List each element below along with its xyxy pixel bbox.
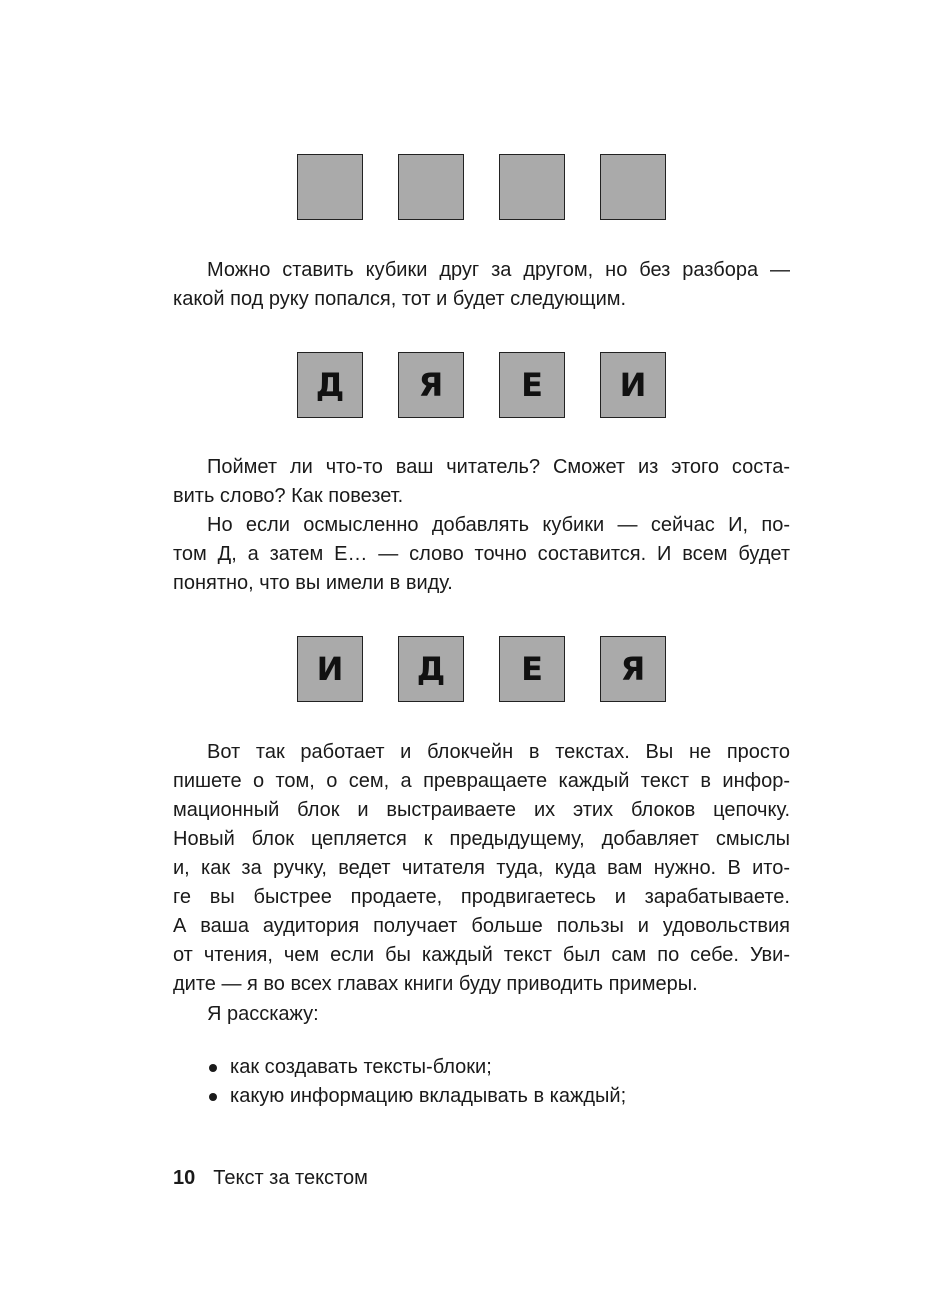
paragraph-3: [173, 511, 790, 598]
cube: [297, 154, 363, 220]
cube: [600, 154, 666, 220]
text-line: А ваша аудитория получает больше пользы и удовольствия: [173, 915, 790, 937]
text-line: от чтения, чем если бы каждый текст был сам по себе. Уви-: [173, 944, 790, 966]
cube: [398, 154, 464, 220]
bullet-icon: [209, 1064, 217, 1072]
text-line: Но если осмысленно добавлять кубики — сейчас И, по-: [207, 514, 790, 536]
list-item: [173, 1082, 790, 1111]
text-line: Можно ставить кубики друг за другом, но без разбора —: [207, 259, 790, 281]
cube: Е: [499, 636, 565, 702]
text-line: пишете о том, о сем, а превращаете каждый текст в инфор-: [173, 770, 790, 792]
cube: Я: [600, 636, 666, 702]
text-line: мационный блок и выстраиваете их этих блоков цепочку.: [173, 799, 790, 821]
bullet-list: [173, 1053, 790, 1111]
page-number: 10: [173, 1167, 196, 1189]
text-line: Новый блок цепляется к предыдущему, добавляет смыслы: [173, 828, 790, 850]
cube: Д: [297, 352, 363, 418]
text-line: Вот так работает и блокчейн в текстах. Вы не просто: [207, 741, 790, 763]
cube: Я: [398, 352, 464, 418]
text-line: ге вы быстрее продаете, продвигаетесь и зарабатываете.: [173, 886, 790, 908]
paragraph-4: [173, 738, 790, 999]
cube: [499, 154, 565, 220]
cube: Д: [398, 636, 464, 702]
text-line: какой под руку попался, тот и будет следующим.: [173, 288, 627, 310]
book-title: Текст за текстом: [213, 1167, 368, 1189]
text-line: Поймет ли что-то ваш читатель? Сможет из этого соста-: [207, 456, 790, 478]
cube: Е: [499, 352, 565, 418]
text-line: и, как за ручку, ведет читателя туда, куда вам нужно. В ито-: [173, 857, 790, 879]
text-line: дите — я во всех главах книги буду приводить примеры.: [173, 973, 698, 995]
paragraph-1: [173, 256, 790, 314]
list-item: [173, 1053, 790, 1082]
text-line: вить слово? Как повезет.: [173, 485, 404, 507]
text-line: Я расскажу:: [207, 1003, 319, 1025]
page-footer: [173, 1165, 368, 1191]
cube-row-random: [0, 352, 928, 418]
text-line: том Д, а затем Е… — слово точно составится. И всем будет: [173, 543, 790, 565]
paragraph-2: [173, 453, 790, 511]
cube: И: [297, 636, 363, 702]
cube-row-ordered: [0, 636, 928, 702]
list-item-text: какую информацию вкладывать в каждый;: [230, 1085, 627, 1107]
list-item-text: как создавать тексты-блоки;: [230, 1056, 492, 1078]
cube-row-blank: [0, 154, 928, 220]
bullet-icon: [209, 1093, 217, 1101]
text-line: понятно, что вы имели в виду.: [173, 572, 453, 594]
paragraph-5: [173, 1000, 790, 1029]
cube: И: [600, 352, 666, 418]
